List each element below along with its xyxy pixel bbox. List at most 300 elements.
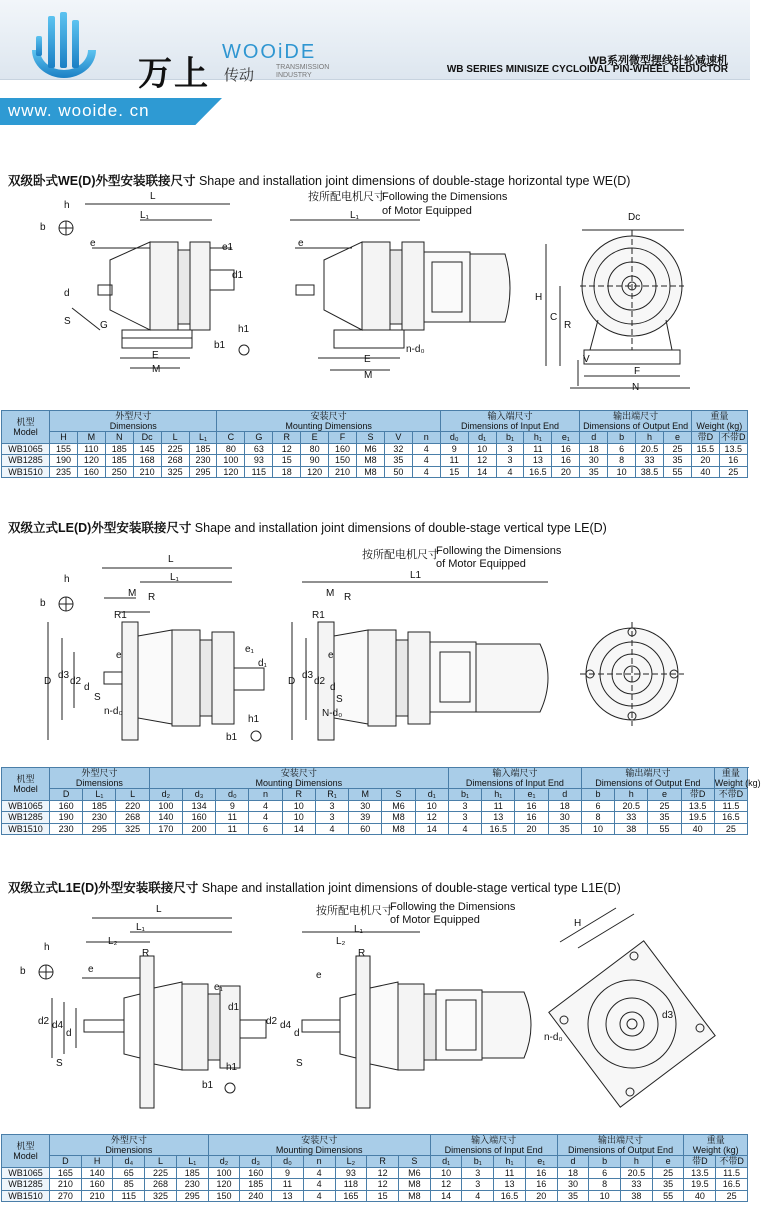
dim-label-L: L xyxy=(156,904,162,915)
value-cell: 115 xyxy=(113,1190,145,1202)
dim-label-M-motor: M xyxy=(364,370,373,381)
model-cell: WB1065 xyxy=(2,1167,50,1179)
value-cell: 35 xyxy=(664,455,692,467)
value-cell: 145 xyxy=(133,443,161,455)
column-header: L xyxy=(161,432,189,444)
table-row xyxy=(2,1190,748,1202)
dim-label-e1: e1 xyxy=(222,242,234,253)
value-cell: 38 xyxy=(621,1190,653,1202)
value-cell: 38 xyxy=(615,823,648,835)
column-header: d₁ xyxy=(468,432,496,444)
dim-label-d: d xyxy=(84,682,90,693)
column-group-header xyxy=(684,1135,747,1156)
value-cell: 4 xyxy=(412,466,440,478)
model-cell: WB1285 xyxy=(2,455,50,467)
group-header-cn: 输入端尺寸 xyxy=(487,411,533,421)
column-header: S xyxy=(398,1156,430,1168)
group-header-en: Mounting Dimensions xyxy=(285,421,372,431)
value-cell: 12 xyxy=(430,1179,462,1191)
column-group-header xyxy=(448,768,581,789)
value-cell: 15 xyxy=(440,466,468,478)
column-header: d₃ xyxy=(182,789,215,801)
value-cell: 140 xyxy=(81,1167,113,1179)
brand-logo-icon xyxy=(18,10,110,82)
dim-label-H: H xyxy=(535,292,543,303)
group-header-cn: 安装尺寸 xyxy=(301,1135,338,1145)
group-header-cn: 外型尺寸 xyxy=(110,1135,147,1145)
group-header-en: Weight (kg) xyxy=(692,1145,739,1155)
value-cell: 11 xyxy=(272,1179,304,1191)
value-cell: 185 xyxy=(83,800,116,812)
value-cell: 25 xyxy=(716,1190,748,1202)
column-header: d₀ xyxy=(440,432,468,444)
value-cell: 6 xyxy=(249,823,282,835)
dim-label-N-d0-motor: N-d₀ xyxy=(322,708,343,719)
column-header: e xyxy=(648,789,681,801)
value-cell: 155 xyxy=(50,443,78,455)
value-cell: 235 xyxy=(50,466,78,478)
dim-label-d-motor: d xyxy=(294,1028,300,1039)
value-cell: 20.5 xyxy=(615,800,648,812)
value-cell: 65 xyxy=(113,1167,145,1179)
value-cell: 11 xyxy=(216,823,249,835)
value-cell: 11 xyxy=(482,800,515,812)
dim-label-e: e xyxy=(88,964,94,975)
dim-label-e-motor: e xyxy=(298,238,304,249)
group-header-cn: 重量 xyxy=(710,411,729,421)
value-cell: 18 xyxy=(580,443,608,455)
column-header: d xyxy=(580,432,608,444)
value-cell: 16.5 xyxy=(524,466,552,478)
value-cell: 3 xyxy=(448,800,481,812)
value-cell: 16 xyxy=(525,1167,557,1179)
dim-label-F: F xyxy=(634,366,641,377)
value-cell: 230 xyxy=(83,812,116,824)
value-cell: 32 xyxy=(384,443,412,455)
value-cell: 16.5 xyxy=(482,823,515,835)
value-cell: 33 xyxy=(636,455,664,467)
value-cell: 270 xyxy=(50,1190,82,1202)
value-cell: 85 xyxy=(113,1179,145,1191)
value-cell: 13.5 xyxy=(684,1167,716,1179)
value-cell: 230 xyxy=(50,823,83,835)
value-cell: M8 xyxy=(398,1179,430,1191)
column-group-header xyxy=(50,768,150,789)
value-cell: 35 xyxy=(652,1179,684,1191)
column-header: e xyxy=(652,1156,684,1168)
dim-label-h: h xyxy=(64,200,70,211)
column-header: D xyxy=(50,1156,82,1168)
value-cell: 295 xyxy=(189,466,217,478)
column-header: b xyxy=(589,1156,621,1168)
model-header-en: Model xyxy=(13,426,38,437)
value-cell: 190 xyxy=(50,455,78,467)
value-cell: 185 xyxy=(105,443,133,455)
dim-label-d2: d2 xyxy=(38,1016,50,1027)
value-cell: 115 xyxy=(245,466,273,478)
column-header: 带D xyxy=(681,789,714,801)
value-cell: 13.5 xyxy=(681,800,714,812)
dim-label-L1-motor: L₁ xyxy=(354,924,363,935)
group-header-en: Dimensions xyxy=(105,1145,153,1155)
dim-label-M: M xyxy=(152,364,161,375)
dim-label-e: e xyxy=(116,650,122,661)
value-cell: 16 xyxy=(525,1179,557,1191)
column-header: h xyxy=(636,432,664,444)
website-url[interactable]: www. wooide. cn xyxy=(8,101,150,120)
column-header: h₁ xyxy=(494,1156,526,1168)
value-cell: 4 xyxy=(315,823,348,835)
value-cell: 14 xyxy=(468,466,496,478)
dim-label-d: d xyxy=(66,1028,72,1039)
value-cell: 210 xyxy=(133,466,161,478)
column-header: h₁ xyxy=(482,789,515,801)
model-header-cn: 机型 xyxy=(16,1140,35,1151)
drawing-l1e xyxy=(0,898,750,1130)
column-group-header xyxy=(149,768,448,789)
column-group-header xyxy=(557,1135,684,1156)
value-cell: 185 xyxy=(176,1167,208,1179)
value-cell: 4 xyxy=(249,812,282,824)
model-header-cn: 机型 xyxy=(16,416,35,427)
brand-name-en: WOOiDE xyxy=(222,41,317,63)
dim-label-d1: d₁ xyxy=(258,658,267,669)
column-header: L xyxy=(145,1156,177,1168)
page-header xyxy=(0,0,750,125)
value-cell: 220 xyxy=(116,800,149,812)
value-cell: 80 xyxy=(301,443,329,455)
column-header: 不带D xyxy=(714,789,747,801)
value-cell: 20 xyxy=(525,1190,557,1202)
column-header: d₄ xyxy=(113,1156,145,1168)
value-cell: 25 xyxy=(664,443,692,455)
column-header: d₃ xyxy=(240,1156,272,1168)
value-cell: 118 xyxy=(335,1179,367,1191)
dim-label-d3-motor: d3 xyxy=(302,670,314,681)
value-cell: 10 xyxy=(430,1167,462,1179)
value-cell: 210 xyxy=(81,1190,113,1202)
column-header: h₁ xyxy=(524,432,552,444)
value-cell: 140 xyxy=(149,812,182,824)
column-group-header xyxy=(581,768,714,789)
dim-label-N: N xyxy=(632,382,640,393)
dim-label-R1: R1 xyxy=(114,610,127,621)
value-cell: 10 xyxy=(468,443,496,455)
model-cell: WB1065 xyxy=(2,800,50,812)
dim-label-R: R xyxy=(142,948,150,959)
model-cell: WB1285 xyxy=(2,812,50,824)
value-cell: 30 xyxy=(349,800,382,812)
value-cell: 268 xyxy=(145,1179,177,1191)
dim-label-e-motor: e xyxy=(328,650,334,661)
column-header: S xyxy=(382,789,415,801)
brand-name-cn: 万上 xyxy=(138,54,210,94)
value-cell: 100 xyxy=(217,455,245,467)
column-header: e₁ xyxy=(525,1156,557,1168)
dim-label-L: L xyxy=(150,191,156,202)
dim-label-D-motor: D xyxy=(288,676,296,687)
value-cell: 190 xyxy=(50,812,83,824)
group-header-en: Mounting Dimensions xyxy=(275,1145,363,1155)
brand-subtitle-cn: 传动 xyxy=(224,67,255,84)
dim-label-e-motor: e xyxy=(316,970,322,981)
value-cell: 8 xyxy=(608,455,636,467)
column-header: F xyxy=(329,432,357,444)
value-cell: 10 xyxy=(589,1190,621,1202)
spec-table-we xyxy=(1,410,748,478)
dim-label-d2-motor: d2 xyxy=(314,676,326,687)
dim-label-d2: d2 xyxy=(70,676,82,687)
section-title-cn: 双级立式LE(D)外型安装联接尺寸 xyxy=(8,521,192,535)
value-cell: 10 xyxy=(581,823,614,835)
value-cell: 165 xyxy=(335,1190,367,1202)
group-header-en: Dimensions xyxy=(75,778,123,788)
value-cell: 10 xyxy=(282,812,315,824)
value-cell: 55 xyxy=(652,1190,684,1202)
dim-label-Dc: Dc xyxy=(628,212,641,223)
dim-label-h1: h1 xyxy=(248,714,260,725)
value-cell: 80 xyxy=(217,443,245,455)
column-header: L₁ xyxy=(189,432,217,444)
dim-label-R: R xyxy=(148,592,156,603)
value-cell: 38.5 xyxy=(636,466,664,478)
group-header-en: Dimensions of Output End xyxy=(595,778,701,788)
dim-label-b1: b1 xyxy=(202,1080,214,1091)
value-cell: M8 xyxy=(357,455,385,467)
value-cell: 3 xyxy=(496,443,524,455)
value-cell: 25 xyxy=(648,800,681,812)
brand-tagline-2: INDUSTRY xyxy=(276,72,312,79)
column-header: e₁ xyxy=(552,432,580,444)
dim-label-L1-motor: L₁ xyxy=(350,210,359,221)
table-row xyxy=(2,800,748,812)
column-header: b₁ xyxy=(448,789,481,801)
value-cell: 4 xyxy=(303,1179,335,1191)
value-cell: 35 xyxy=(384,455,412,467)
group-header-en: Weight (kg) xyxy=(714,778,761,788)
value-cell: 168 xyxy=(133,455,161,467)
value-cell: 6 xyxy=(608,443,636,455)
value-cell: M6 xyxy=(398,1167,430,1179)
value-cell: 12 xyxy=(468,455,496,467)
column-header: R xyxy=(367,1156,399,1168)
value-cell: 4 xyxy=(412,455,440,467)
value-cell: 6 xyxy=(581,800,614,812)
group-header-en: Weight (kg) xyxy=(696,421,743,431)
column-header: R xyxy=(273,432,301,444)
dim-label-d3: d3 xyxy=(662,1010,674,1021)
value-cell: 16 xyxy=(719,455,747,467)
value-cell: 18 xyxy=(557,1167,589,1179)
group-header-en: Dimensions of Input End xyxy=(465,778,564,788)
column-header: 带D xyxy=(691,432,719,444)
column-header: L₁ xyxy=(83,789,116,801)
value-cell: M6 xyxy=(357,443,385,455)
motor-note-en-2: of Motor Equipped xyxy=(436,558,526,570)
value-cell: 4 xyxy=(412,443,440,455)
value-cell: 50 xyxy=(384,466,412,478)
value-cell: 11 xyxy=(494,1167,526,1179)
column-header: Dc xyxy=(133,432,161,444)
model-cell: WB1065 xyxy=(2,443,50,455)
column-header: E xyxy=(301,432,329,444)
value-cell: 11 xyxy=(216,812,249,824)
value-cell: 93 xyxy=(335,1167,367,1179)
spec-table-le xyxy=(1,767,761,835)
value-cell: 20 xyxy=(552,466,580,478)
value-cell: 14 xyxy=(430,1190,462,1202)
value-cell: M8 xyxy=(382,812,415,824)
column-header: d₁ xyxy=(430,1156,462,1168)
value-cell: 160 xyxy=(240,1167,272,1179)
technical-drawing-l1e xyxy=(0,898,750,1130)
model-header-cn: 机型 xyxy=(16,773,35,784)
dim-label-R1-motor: R1 xyxy=(312,610,325,621)
dim-label-b: b xyxy=(20,966,26,977)
column-header: d xyxy=(548,789,581,801)
section-title-en: Shape and installation joint dimensions of double-stage horizontal type WE(D) xyxy=(195,174,631,188)
group-header-cn: 重量 xyxy=(706,1135,725,1145)
model-header-en: Model xyxy=(13,1150,38,1161)
group-header-cn: 安装尺寸 xyxy=(310,411,347,421)
value-cell: 3 xyxy=(462,1179,494,1191)
value-cell: 3 xyxy=(496,455,524,467)
column-header: d₂ xyxy=(208,1156,240,1168)
group-header-cn: 外型尺寸 xyxy=(115,411,152,421)
table-row xyxy=(2,443,748,455)
dim-label-R-motor: R xyxy=(344,592,352,603)
group-header-en: Dimensions of Input End xyxy=(461,421,560,431)
column-header: e xyxy=(664,432,692,444)
brand-tagline-1: TRANSMISSION xyxy=(276,64,330,71)
dim-label-b1: b1 xyxy=(214,340,226,351)
value-cell: 3 xyxy=(315,800,348,812)
value-cell: 14 xyxy=(415,823,448,835)
value-cell: 225 xyxy=(161,443,189,455)
value-cell: 63 xyxy=(245,443,273,455)
value-cell: 25 xyxy=(719,466,747,478)
drawing-le xyxy=(0,540,750,764)
group-header-cn: 输入端尺寸 xyxy=(471,1135,517,1145)
series-title-cn: WB系列微型摆线针轮减速机 xyxy=(588,55,728,67)
value-cell: 15 xyxy=(367,1190,399,1202)
value-cell: 10 xyxy=(608,466,636,478)
motor-note-en-2: of Motor Equipped xyxy=(390,914,480,926)
dim-label-L1: L₁ xyxy=(136,922,145,933)
model-cell: WB1510 xyxy=(2,823,50,835)
dim-label-R: R xyxy=(564,320,572,331)
value-cell: 60 xyxy=(349,823,382,835)
value-cell: 40 xyxy=(691,466,719,478)
dim-label-E-motor: E xyxy=(364,354,371,365)
table-row xyxy=(2,1167,748,1179)
column-group-header xyxy=(50,411,217,432)
value-cell: 4 xyxy=(249,800,282,812)
group-header-en: Mounting Dimensions xyxy=(255,778,343,788)
value-cell: 325 xyxy=(161,466,189,478)
value-cell: 295 xyxy=(176,1190,208,1202)
dim-label-M-motor: M xyxy=(326,588,335,599)
dim-label-n-d0: n-d₀ xyxy=(406,344,425,355)
dim-label-d2-motor: d2 xyxy=(266,1016,278,1027)
value-cell: 150 xyxy=(329,455,357,467)
motor-note-cn: 按所配电机尺寸 xyxy=(316,905,393,917)
column-group-header xyxy=(440,411,580,432)
column-header: d₂ xyxy=(149,789,182,801)
value-cell: 30 xyxy=(548,812,581,824)
model-header xyxy=(2,1135,50,1168)
motor-note-en-2: of Motor Equipped xyxy=(382,205,472,217)
section-title-en: Shape and installation joint dimensions of double-stage vertical type LE(D) xyxy=(191,521,607,535)
value-cell: 35 xyxy=(648,812,681,824)
column-header: e₁ xyxy=(515,789,548,801)
value-cell: 325 xyxy=(145,1190,177,1202)
dim-label-S-motor: S xyxy=(296,1058,303,1069)
group-header-en: Dimensions of Output End xyxy=(568,1145,674,1155)
group-header-en: Dimensions xyxy=(109,421,157,431)
section-title-we xyxy=(8,171,630,189)
value-cell: 268 xyxy=(161,455,189,467)
model-cell: WB1285 xyxy=(2,1179,50,1191)
column-header: R xyxy=(282,789,315,801)
column-group-header xyxy=(714,768,761,789)
value-cell: 8 xyxy=(589,1179,621,1191)
column-header: b xyxy=(608,432,636,444)
dim-label-n-d0: n-d₀ xyxy=(104,706,123,717)
value-cell: 15.5 xyxy=(691,443,719,455)
dim-label-e1: e₁ xyxy=(245,644,254,655)
value-cell: 14 xyxy=(282,823,315,835)
column-header: 带D xyxy=(684,1156,716,1168)
dim-label-d3: d3 xyxy=(58,670,70,681)
section-title-en: Shape and installation joint dimensions of double-stage vertical type L1E(D) xyxy=(198,881,621,895)
column-header: R₁ xyxy=(315,789,348,801)
dim-label-C: C xyxy=(550,312,558,323)
value-cell: 12 xyxy=(367,1167,399,1179)
column-header: b₁ xyxy=(462,1156,494,1168)
value-cell: 13 xyxy=(482,812,515,824)
value-cell: 4 xyxy=(496,466,524,478)
motor-note-cn: 按所配电机尺寸 xyxy=(308,191,385,203)
drawing-we xyxy=(0,190,750,408)
dim-label-h1: h1 xyxy=(238,324,250,335)
table-row xyxy=(2,812,748,824)
dim-label-L2: L₂ xyxy=(108,936,118,947)
value-cell: 4 xyxy=(303,1167,335,1179)
column-header: L₁ xyxy=(176,1156,208,1168)
dim-label-L1: L₁ xyxy=(140,210,149,221)
value-cell: 40 xyxy=(681,823,714,835)
group-header-cn: 安装尺寸 xyxy=(280,768,317,778)
value-cell: 160 xyxy=(81,1179,113,1191)
technical-drawing-le xyxy=(0,540,750,764)
value-cell: 12 xyxy=(273,443,301,455)
dim-label-h: h xyxy=(64,574,70,585)
value-cell: 11 xyxy=(440,455,468,467)
value-cell: 110 xyxy=(77,443,105,455)
value-cell: 120 xyxy=(217,466,245,478)
dim-label-d1: d1 xyxy=(232,270,244,281)
value-cell: 16.5 xyxy=(714,812,747,824)
column-header: h xyxy=(621,1156,653,1168)
column-header: S xyxy=(357,432,385,444)
dim-label-d1: d1 xyxy=(228,1002,240,1013)
value-cell: 35 xyxy=(557,1190,589,1202)
value-cell: M8 xyxy=(398,1190,430,1202)
value-cell: M8 xyxy=(382,823,415,835)
dim-label-n-d0: n-d₀ xyxy=(544,1032,563,1043)
dim-label-L: L xyxy=(168,554,174,565)
